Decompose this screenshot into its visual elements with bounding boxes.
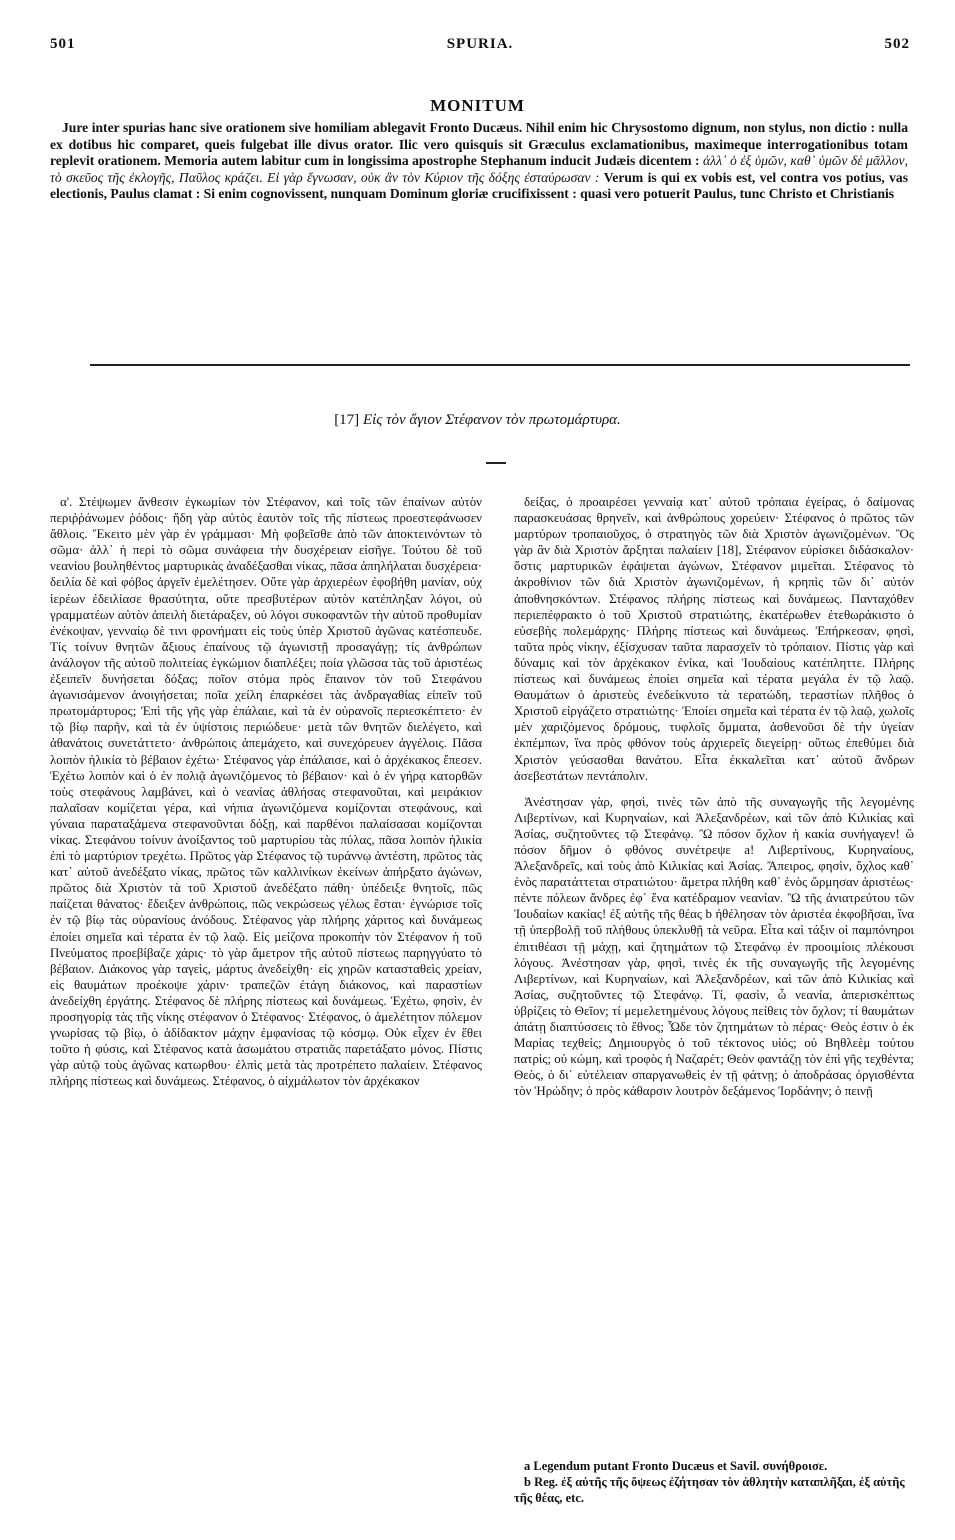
footnote-a: a Legendum putant Fronto Ducæus et Savil. συνήθροισε.	[524, 1459, 828, 1473]
homily-title	[0, 412, 955, 429]
left-column-text: α'. Στέψωμεν ἄνθεσιν ἐγκωμίων τὸν Στέφανον, καὶ τοῖς τῶν ἐπαίνων αὐτὸν περιῤῥάνωμεν ῥόδοις· ἤδη γὰρ αὐτὸς ἑαυτὸν τοῖς τῆς πίστεως προεστεφάνωσεν ἄθλοις. Ἔκειτο μὲν γὰρ ἐν γράμμασι· Μὴ φοβεῖσθε ἀπὸ τῶν ἀποκτεινόντων τὸ σῶμα· ἀλλ᾽ ἡ περὶ τὸ σῶμα συνάφεια τὴν δυσχέρειαν εἰσῆγε. Τούτου δὲ τοῦ νεανίου βουληθέντος μαρτυρικὰς ἀναδέξασθαι νίκας, πᾶσα ἀπηλήλαται δυσχέρεια· δειλία δὲ καὶ φόβος ἀργεῖν ἐμελέτησεν. Οὔτε γὰρ ἀρχιερέων ἐφοβήθη μανίαν, οὐχ ἱερέων ἐδειλίασε θρασύτητα, οὔτε πρεσβυτέρων αὐτὸν κατέπληξαν λόγοι, οὐ γραμματέων αὐτὸν ἀπειλὴ διετάραξεν, οὐ λόγοι συκοφαντῶν τὴν αὐτοῦ προθυμίαν ἐνέκοψαν, γενναίῳ δὲ τινι φρονήματι εἰς τοὺς ὑπὲρ Χριστοῦ ἀγῶνας κατέσπευδε. Τίς τοίνυν θνητῶν ἄξιους ἐπαίνους τῷ ἀγωνιστῇ προσαγάγῃ; τίς ἀνθρώπων ἀνάλογον τῆς αὐτοῦ πολιτείας ἐγκώμιον διαπλέξει; ποία γλῶσσα τὰς τοῦ ἀριστέως ἐξειπεῖν δυνήσεται δόξας; ποῖον στόμα πρὸς ἔπαινον τὸν τοῦ Στεφάνου ἀγωνισάμενον ἀνοιγήσεται; ποῖα χείλη ἐπαρκέσει τὰς ἀνδραγαθίας εἰπεῖν τοῦ πρωτομάρτυρος; Ἐπὶ τῆς γῆς γὰρ ἐπάλαιε, καὶ τὰ ἐν οὐρανοῖς περιεσκέπτετο· ἐν τῷ βίῳ παρῆν, καὶ τὰ ἐν ὑψίστοις περιώδευε· μετὰ τῶν θνητῶν διελέγετο, καὶ ἀθανάτοις συνετάττετο· ἀνθρώποις ἀπεμάχετο, καὶ συνεχόρευεν ἀγγέλοις. Πᾶσα λοιπὸν ἡλικία τὸ βέβαιον ἐχέτω· Στέφανος γὰρ ἐπάλαισε, καὶ ὁ ἀρχέκακος ἔπεσεν. Ἐχέτω λοιπὸν καὶ ὁ ἐν πολιᾷ ἀγωνιζόμενος τὸ βέβαιον· καὶ ὁ ἐν γήρᾳ κατορθῶν τοὺς στεφάνους λαμβάνει, καὶ ὁ νεανίας ἀθλήσας στεφανοῦται, καὶ μειράκιον παλαῖσαν κομίζεται γέρα, καὶ νήπια ἀγωνιζόμενα κομίζονται στεφάνους, καὶ γύναια παραταξάμενα στεφανοῦνται δόξῃ, καὶ παρθένοι παλαίσασαι κομίζονται νίκας. Στεφάνου τοίνυν ἀνοίξαντος τοῦ μαρτυρίου τὰς πύλας, πᾶσα λοιπὸν ἡλικία ἐπὶ τὸ μαρτύριον τρεχέτω. Πρῶτος γὰρ Στέφανος τῷ τυράννῳ ἀντέστη, πρῶτος τὰς κατ᾽ αὐτοῦ ἀνεδέξατο νίκας, πρῶτος τῶν καλλινίκων ἐκείνων ἀπήρξατο ἀγώνων, πρῶτος διὰ Χριστὸν τὰ τοῦ Χριστοῦ ἀνεδέξατο πάθη· ὑπέδειξε θνητοῖς, πῶς παίζεται θάνατος· ἔδειξεν ἀνθρώποις, πῶς νεκρώσεως γέλως ἔσται· ἐγνώρισε τοῖς ἐν τῷ βίῳ τὰς οὐρανίους ἀνόδους. Στέφανος γὰρ πλήρης χάριτος καὶ δυνάμεως ἐποίει σημεῖα καὶ τέρατα ἐν τῷ λαῷ. Εἰς μείζονα προκοπὴν τὸν Στέφανον ἡ τοῦ Πνεύματος προεβίβαζε χάρις· τὸ γὰρ ἄμετρον τῆς αὐτοῦ πίστεως παρηγγύατο τὸ βέβαιον. Διάκονος γὰρ ταγεὶς, μάρτυς ἀνεδείχθη· εἰς χηρῶν κατασταθεὶς χρείαν, εἰς θαυμάτων προέκοψε χάριν· τραπεζῶν ἐτάγη διάκονος, καὶ παραστίων ἀνεδείχθη ἐργάτης. Στέφανος δὲ πλήρης πίστεως καὶ δυνάμεως. Ἐχέτω, φησὶν, ἐν προσηγορίᾳ τὰς τῆς νίκης στέφανον ὁ Στέφανος· Στέφανος, ὁ ἀμελέτητον πόλεμον γνωρίσας τῷ βίῳ, ὁ ἀδίδακτον μάχην ἐμφανίσας τῷ κόσμῳ. Οὐκ εἶχεν ἐν ἔθει τοῦτο ἡ φύσις, καὶ Στέφανος κατὰ ἀσωμάτου στρατιᾶς παρετάξατο μόνος. Πίστις γὰρ αὐτῷ τοὺς ἀγῶνας κατωρθου· ἐλπὶς μετὰ τὰς προτρέπετο παλαίειν. Στέφανος πλήρης πίστεως καὶ δυνάμεως. Στέφανος, ὁ αἰχμάλωτον τὸν ἀρχέκακον	[50, 495, 482, 1089]
left-page-number: 501	[50, 36, 76, 52]
section-marker: [17]	[334, 412, 360, 428]
monitum-heading: MONITUM	[430, 96, 525, 115]
homily-title-text: Εἰς τὸν ἅγιον Στέφανον τὸν πρωτομάρτυρα.	[362, 412, 621, 428]
running-head	[50, 36, 910, 60]
footnotes	[514, 1458, 914, 1506]
running-title: SPURIA.	[446, 36, 514, 52]
monitum-latin-continued: Verum is qui ex vobis est, vel contra vos potius, vas electionis, Paulus clamat : Si enim cognovissent, nunquam Dominum gloriæ crucifixissent : quasi vero potuerit Paulus, tunc Christo et Christianis	[50, 169, 909, 202]
right-page-number: 502	[884, 36, 910, 52]
right-column-paragraph-1: δείξας, ὁ προαιρέσει γενναίᾳ κατ᾽ αὐτοῦ τρόπαια ἐγείρας, ὁ δαίμονας παρασκευάσας θρηνεῖν, καὶ ἀνθρώπους χορεύειν· Στέφανος ὁ πρῶτος τῶν μαρτύρων τροπαιοῦχος, ὁ στρατηγὸς τῶν διὰ Χριστὸν ἀγωνιζομένων. Ὃς γὰρ ἂν διὰ Χριστὸν ἄρξηται παλαίειν [18], Στέφανον εὑρίσκει διδάσκαλον· ὅστις μαρτυρικῶν ἐφάψεται ἀγώνων, Στέφανον μιμεῖται. Στέφανος τὸ ἀκροθίνιον τῶν διὰ Χριστὸν ἀγωνιζομένων, ἡ κρηπὶς τῶν δι᾽ αὐτὸν ἀποθνησκόντων. Στέφανος πλήρης πίστεως καὶ δυνάμεως. Πανταχόθεν περιεπέφρακτο ὁ τοῦ Χριστοῦ στρατιώτης, ἑκατέρωθεν ἐτεθωράκιστο ὁ εὐσεβὴς πολεμάρχης· Πλήρης πίστεως καὶ δυνάμεως. Ἐπήρκεσαν, φησὶ, ταῦτα πρὸς νίκην, ἐξίσχυσαν ταῦτα παρασχεῖν τὸ τρόπαιον. Πίστις γὰρ καὶ δύναμις καὶ τὸν ἀρχέκακον ἐνίκα, καὶ Ἰουδαίους κατέπληττε. Πλήρης πίστεως καὶ δυνάμεως ἐποίει σημεῖα καὶ τέρατα μεγάλα ἐν τῷ λαῷ. Θαυμάτων ὁ ἀριστεὺς ἐνεδείκνυτο τὰ τερατώδη, τεραστίων πλῆθος ὁ Χριστοῦ εἰργάζετο στρατιώτης· Ἐποίει σημεῖα καὶ τέρατα ἐν τῷ λαῷ, χωλοῖς μὲν χαριζόμενος δρόμους, τυφλοῖς ὄμματα, ἀσθενοῦσι δὲ τὴν ὑγείαν ἐκπέμπων, ἵνα πρὸς φθόνον τοὺς ἀρχιερεῖς διεγείρῃ· οὕτως ἐπεθύμει διὰ Χριστὸν γεύσασθαι θανάτου. Εἶτα ἐκκαλεῖται κατ᾽ αὐτοῦ ἄνδρων ἀσεβεστάτων πεντάπολιν.	[514, 495, 914, 783]
title-dash	[486, 462, 506, 464]
section-divider	[90, 364, 910, 366]
monitum-text	[50, 120, 908, 203]
right-column-paragraph-2: Ἀνέστησαν γὰρ, φησὶ, τινὲς τῶν ἀπὸ τῆς συναγωγῆς τῆς λεγομένης Λιβερτίνων, καὶ Κυρηναίων, καὶ Ἀλεξανδρέων, καὶ τῶν ἀπὸ Κιλικίας καὶ Ἀσίας, συζητοῦντες τῷ Στεφάνῳ. Ὢ πόσον ὄχλον ἡ κακία συνήγαγεν! ὢ πόσον δῆμον ὁ φθόνος συνέτρεψε a! Λιβερτίνους, Κυρηναίους, Ἀλεξανδρεῖς, καὶ τοὺς ἀπὸ Κιλικίας καὶ Ἀσίας. Ἄπειρος, φησὶν, ὄχλος καθ᾽ ἑνὸς παρατάττεται στρατιώτου· ἄμετρα πλήθη καθ᾽ ἑνὸς ὥρμησαν ἀριστέως· πέντε πόλεων ἄνδρες ἐφ᾽ ἕνα κατέδραμον νεανίαν. Ὢ τῆς ἀνιατρεύτου τῶν Ἰουδαίων κακίας! ἐξ αὐτῆς τῆς θέας b ἠθέλησαν τὸν ἀριστέα ἐκφοβῆσαι, ἵνα τῇ ὑπερβολῇ τοῦ πλήθους ὑπεκλυθῇ τὰ νεῦρα. Εἶτα καὶ τάξιν οἱ παμπόνηροι ἐπιτιθέασι τῇ μάχῃ, καὶ ζητημάτων τῷ Στεφάνῳ ἐν προοιμίοις πλέκουσι λόγους. Ἀνέστησαν γὰρ, φησὶ, τινὲς ἐκ τῆς συναγωγῆς τῆς λεγομένης Λιβερτίνων, καὶ Κυρηναίων, καὶ Ἀλεξανδρέων, καὶ τῶν ἀπὸ Κιλικίας καὶ Ἀσίας, συζητοῦντες τῷ Στεφάνῳ. Τί, φασὶν, ὦ νεανία, ἀπερισκέπτως ὑβρίζεις τὸ Θεῖον; τί μεμελετημένους λόγους πείθεις τὸν ὄχλον; τί θαυμάτων ἀπάτῃ διαπτύσσεις τὸ ἔθνος; Ὧδε τὸν ζητημάτων τὸ πέρας· Θεὸς ἐστιν ὁ ἐκ Μαρίας τεχθείς; Δημιουργὸς ὁ τοῦ τέκτονος υἱός; οὐ Βηθλεὲμ τούτου πατρὶς; οὐ κώμη, καὶ τροφὸς ἡ Ναζαρέτ; Θεὸν φαντάζῃ τὸν ἐπὶ γῆς τεχθέντα; Θεὸς, ὁ δι᾽ εὐτέλειαν σπαργανωθεὶς ἐν τῇ φάτνῃ; ὁ ἀποδράσας ὀργισθέντα τὸν Ἡρώδην; ὁ πρὸς κάθαρσιν λουτρὸν δεξάμενος Ἰορδάνην; ὁ πεινῇ	[514, 794, 914, 1099]
monitum-latin: Jure inter spurias hanc sive orationem sive homiliam ablegavit Fronto Ducæus. Nihil enim hic Chrysostomo dignum, non stylus, non dictio : nulla ex dotibus hic comparet, queis fulgebat ille divus orator. Ilic vero quisquis sit Græculus exclamationibus, maximeque interrogationibus totam replevit orationem. Memoria autem labitur cum in longissima apostrophe Stephanum inducit Judæis dicentem :	[50, 120, 908, 169]
left-column	[50, 494, 482, 1089]
right-column	[514, 494, 914, 1099]
footnote-b: b Reg. ἐξ αὐτῆς τῆς ὄψεως ἐζήτησαν τὸν ἀθλητὴν καταπλῆξαι, ἐξ αὐτῆς τῆς θέας, etc.	[514, 1475, 905, 1505]
monitum-paragraph	[50, 120, 908, 203]
monitum-greek-quote: ἀλλ᾽ ὁ ἐξ ὑμῶν, καθ᾽ ὑμῶν δὲ μᾶλλον, τὸ σκεῦος τῆς ἐκλογῆς, Παῦλος κράζει. Εἰ γὰρ ἔγνωσαν, οὐκ ἂν τὸν Κύριον τῆς δόξης ἐσταύρωσαν :	[50, 153, 908, 185]
